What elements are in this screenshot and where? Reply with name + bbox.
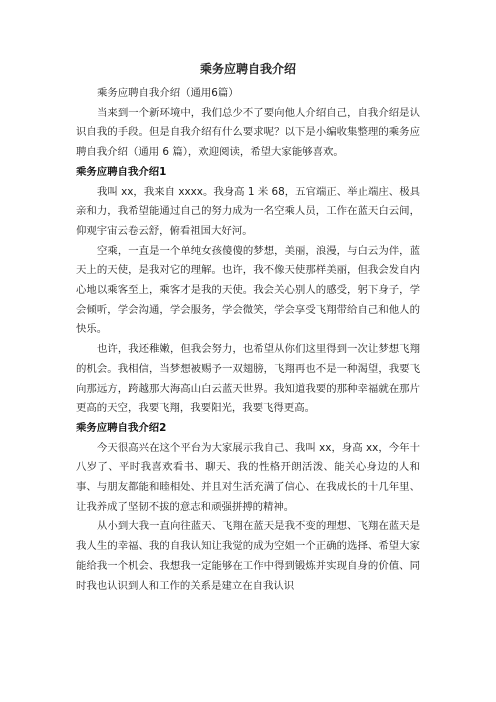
section-heading-2: 乘务应聘自我介绍2 bbox=[76, 421, 167, 434]
document-subtitle: 乘务应聘自我介绍（通用6篇） bbox=[97, 87, 239, 99]
intro-paragraph: 当来到一个新环境中，我们总少不了要向他人介绍自己，自我介绍是认识自我的手段。但是自我介绍有什么要求呢？以下是小编收集整理的乘务应聘自我介绍（通用 6 篇），欢迎阅读，希望大家能够喜欢。 bbox=[76, 106, 420, 159]
section-2-paragraph-2: 从小到大我一直向往蓝天、飞翔在蓝天是我不变的理想、飞翔在蓝天是我人生的幸福、我的自我认知让我觉的成为空姐一个正确的选择、希望大家能给我一个机会、我想我一定能够在工作中得到锻炼并实现自身的价值、同时我也认识到人和工作的关系是建立在自我认识 bbox=[76, 520, 420, 592]
section-heading-1: 乘务应聘自我介绍1 bbox=[76, 165, 167, 178]
section-1-paragraph-2: 空乘，一直是一个单纯女孩傻傻的梦想，美丽，浪漫，与白云为伴，蓝天上的天使，是我对它的理解。也许，我不像天使那样美丽，但我会发自内心地以乘客至上，乘客才是我的天使。我会关心别人的感受，躬下身子，学会倾听，学会沟通，学会服务，学会微笑，学会享受飞翔带给自己和他人的快乐。 bbox=[76, 244, 420, 336]
section-2-paragraph-1: 今天很高兴在这个平台为大家展示我自己、我叫 xx，身高 xx，今年十八岁了、平时我喜欢看书、聊天、我的性格开朗活泼、能关心身边的人和事、与朋友都能和睦相处、并且对生活充满了信心、在我成长的十几年里、让我养成了坚韧不拔的意志和顽强拼搏的精神。 bbox=[76, 441, 420, 513]
section-1-paragraph-3: 也许，我还稚嫩，但我会努力，也希望从你们这里得到一次让梦想飞翔的机会。我相信，当梦想被赐予一双翅膀，飞翔再也不是一种渴望，我要飞向那远方，跨越那大海高山白云蓝天世界。我知道我要的那种幸福就在那片更高的天空，我要飞翔，我要阳光，我要飞得更高。 bbox=[76, 343, 420, 415]
document-title: 乘务应聘自我介绍 bbox=[199, 62, 296, 76]
section-1-paragraph-1: 我叫 xx，我来自 xxxx。我身高 1 米 68，五官端正、举止端庄、极具亲和力，我希望能通过自己的努力成为一名空乘人员，工作在蓝天白云间，仰观宇宙云卷云舒，俯看祖国大好河。 bbox=[76, 185, 420, 237]
document-body bbox=[76, 60, 420, 596]
